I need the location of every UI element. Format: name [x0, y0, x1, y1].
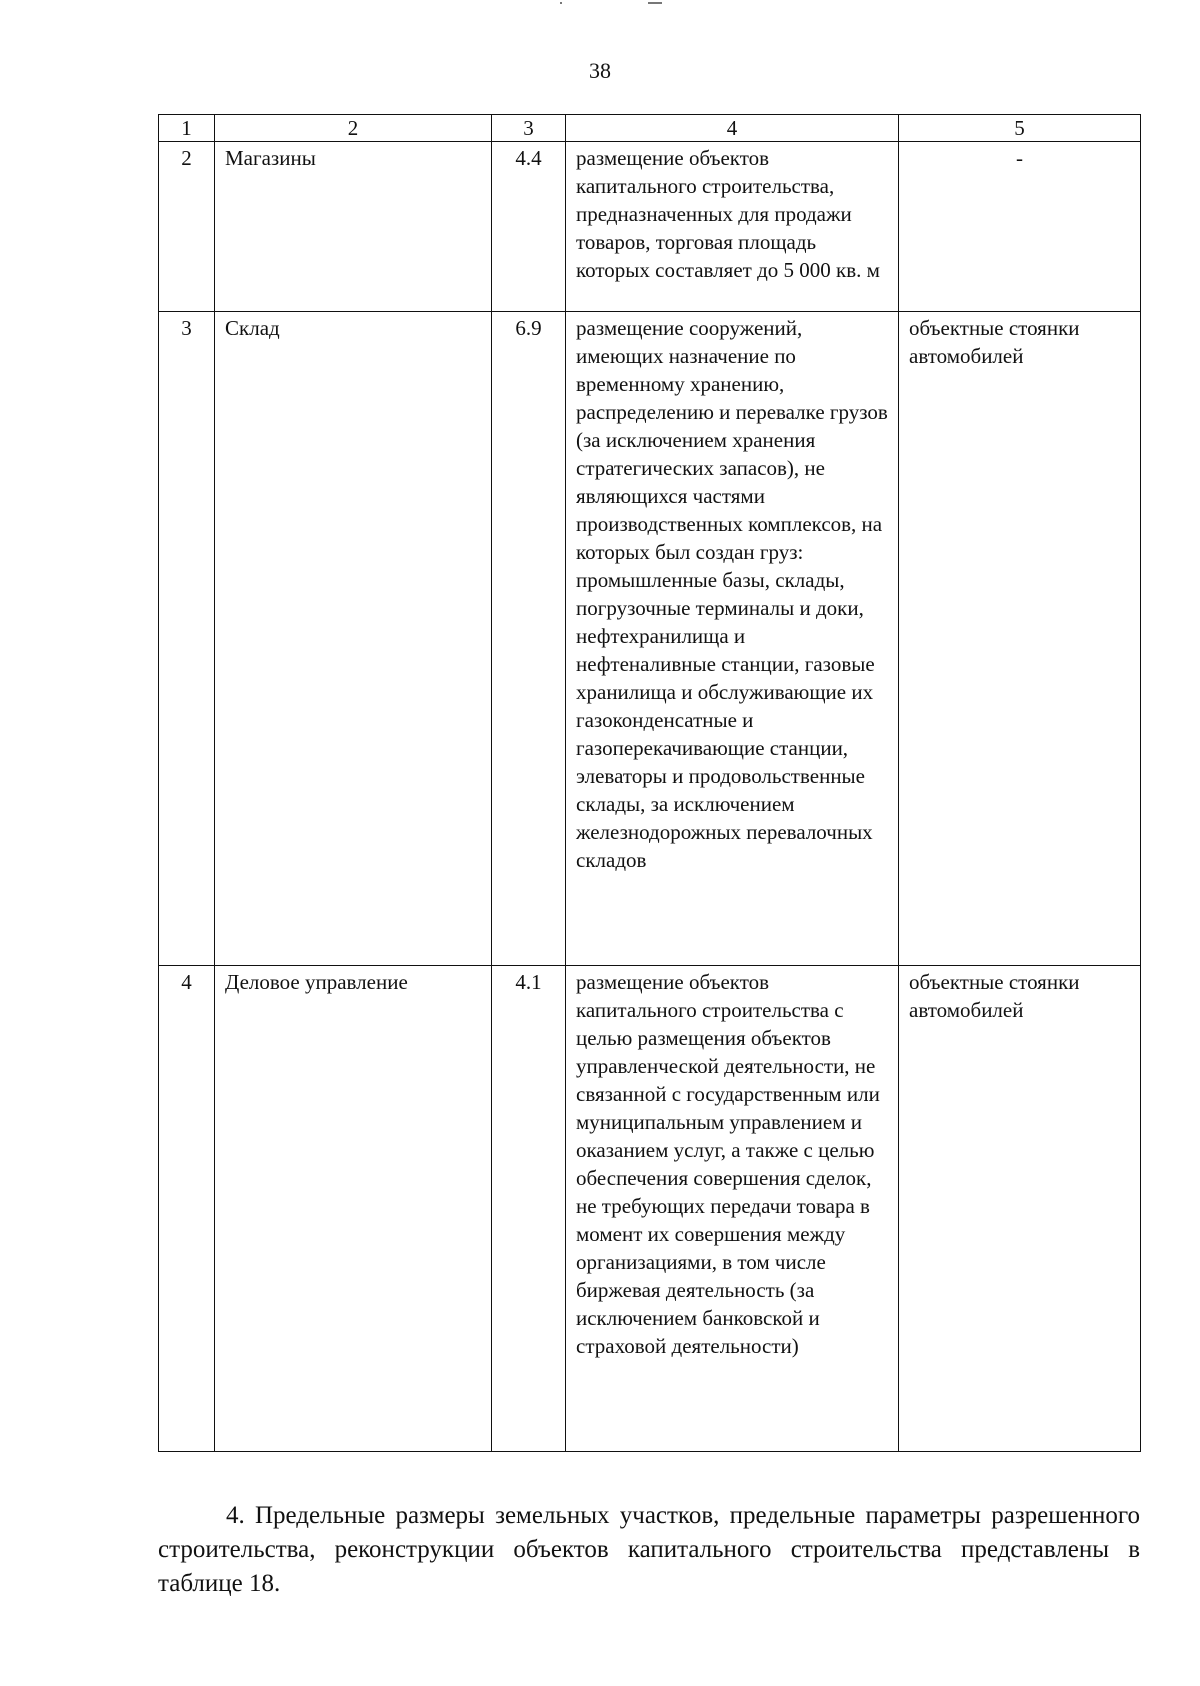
header-cell-5: 5	[899, 115, 1141, 142]
row-number: 4	[159, 966, 215, 1452]
row-use-name: Склад	[215, 312, 492, 966]
header-cell-4: 4	[566, 115, 899, 142]
header-cell-1: 1	[159, 115, 215, 142]
table-row	[159, 312, 1141, 966]
table-row	[159, 142, 1141, 312]
row-auxiliary-use: объектные стоянки автомобилей	[899, 966, 1141, 1452]
row-auxiliary-use: -	[899, 142, 1141, 312]
table	[158, 114, 1141, 1452]
header-cell-3: 3	[492, 115, 566, 142]
row-description: размещение объектов капитального строительства с целью размещения объектов управленческой деятельности, не связанной с государственным или муниципальным управлением и оказанием услуг, а также с целью обеспечения совершения сделок, не требующих передачи товара в момент их совершения между организациями, в том числе биржевая деятельность (за исключением банковской и страховой деятельности)	[566, 966, 899, 1452]
row-use-name: Магазины	[215, 142, 492, 312]
row-description: размещение объектов капитального строительства, предназначенных для продажи товаров, торговая площадь которых составляет до 5 000 кв. м	[566, 142, 899, 312]
row-number: 3	[159, 312, 215, 966]
row-use-code: 6.9	[492, 312, 566, 966]
row-use-code: 4.4	[492, 142, 566, 312]
row-description: размещение сооружений, имеющих назначение по временному хранению, распределению и перевалке грузов (за исключением хранения стратегических запасов), не являющихся частями производственных комплексов, на которых был создан груз: промышленные базы, склады, погрузочные терминалы и доки, нефтехранилища и нефтеналивные станции, газовые хранилища и обслуживающие их газоконденсатные и газоперекачивающие станции, элеваторы и продовольственные склады, за исключением железнодорожных перевалочных складов	[566, 312, 899, 966]
body-paragraph: 4. Предельные размеры земельных участков, предельные параметры разрешенного строительства, реконструкции объектов капитального строительства представлены в таблице 18.	[158, 1502, 1140, 1597]
scan-artifact	[560, 2, 562, 4]
row-use-code: 4.1	[492, 966, 566, 1452]
row-auxiliary-use: объектные стоянки автомобилей	[899, 312, 1141, 966]
page-number: 38	[589, 58, 611, 83]
row-use-name: Деловое управление	[215, 966, 492, 1452]
permitted-use-table	[158, 114, 1140, 1452]
header-cell-2: 2	[215, 115, 492, 142]
table-row	[159, 966, 1141, 1452]
scan-artifact	[648, 2, 662, 4]
table-header-row	[159, 115, 1141, 142]
row-number: 2	[159, 142, 215, 312]
